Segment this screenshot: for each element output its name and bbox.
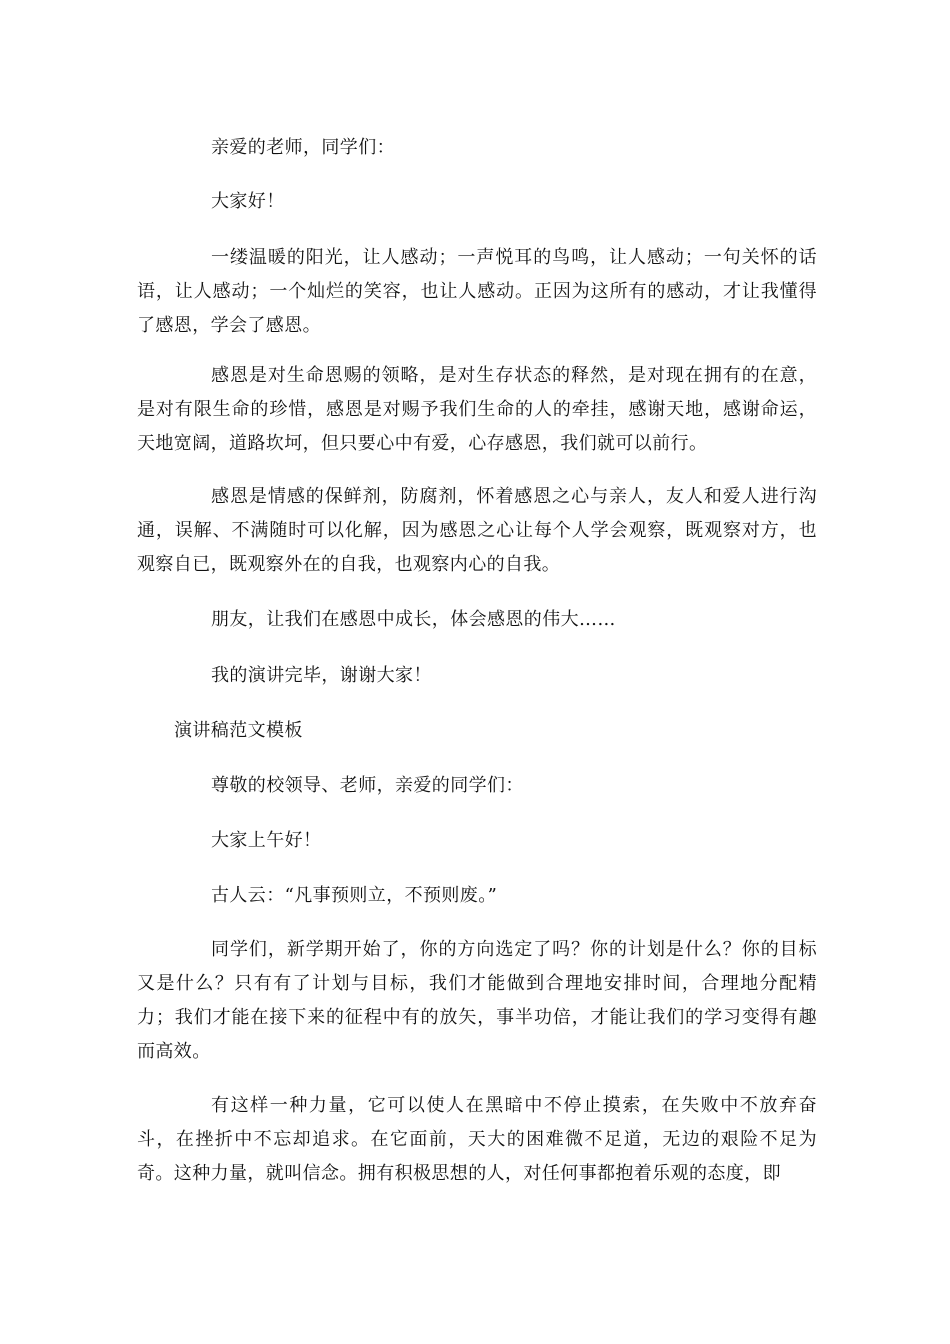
salutation-2: 尊敬的校领导、老师，亲爱的同学们： (211, 775, 524, 796)
greeting-2: 大家上午好！ (211, 830, 322, 851)
salutation-1: 亲爱的老师，同学们： (211, 137, 395, 158)
paragraph-gratitude-meaning: 感恩是对生命恩赐的领略，是对生存状态的释然，是对现在拥有的在意，是对有限生命的珍惜，感恩是对赐予我们生命的人的牵挂，感谢天地，感谢命运，天地宽阔，道路坎坷，但只要心中有爱，心存感恩，我们就可以前行。 (137, 365, 817, 454)
paragraph-belief-power: 有这样一种力量，它可以使人在黑暗中不停止摸索，在失败中不放弃奋斗，在挫折中不忘却追求。在它面前，天大的困难微不足道，无边的艰险不足为奇。这种力量，就叫信念。拥有积极思想的人，对任何事都抱着乐观的态度，即 (137, 1095, 817, 1184)
quote: 古人云：“凡事预则立，不预则废。” (211, 885, 498, 906)
paragraph-new-semester: 同学们，新学期开始了，你的方向选定了吗？你的计划是什么？你的目标又是什么？只有有了计划与目标，我们才能做到合理地安排时间，合理地分配精力；我们才能在接下来的征程中有的放矢，事半功倍，才能让我们的学习变得有趣而高效。 (137, 939, 817, 1062)
paragraph-gratitude-preservative: 感恩是情感的保鲜剂，防腐剂，怀着感恩之心与亲人，友人和爱人进行沟通，误解、不满随时可以化解，因为感恩之心让每个人学会观察，既观察对方，也观察自已，既观察外在的自我，也观察内心的自我。 (137, 486, 817, 575)
section-title: 演讲稿范文模板 (174, 720, 303, 741)
paragraph-grow-in-gratitude: 朋友，让我们在感恩中成长，体会感恩的伟大…… (211, 609, 616, 630)
greeting-1: 大家好！ (211, 191, 285, 212)
paragraph-gratitude-moments: 一缕温暖的阳光，让人感动；一声悦耳的鸟鸣，让人感动；一句关怀的话语，让人感动；一个灿烂的笑容，也让人感动。正因为这所有的感动，才让我懂得了感恩，学会了感恩。 (137, 247, 817, 336)
closing-1: 我的演讲完毕，谢谢大家！ (211, 665, 432, 686)
